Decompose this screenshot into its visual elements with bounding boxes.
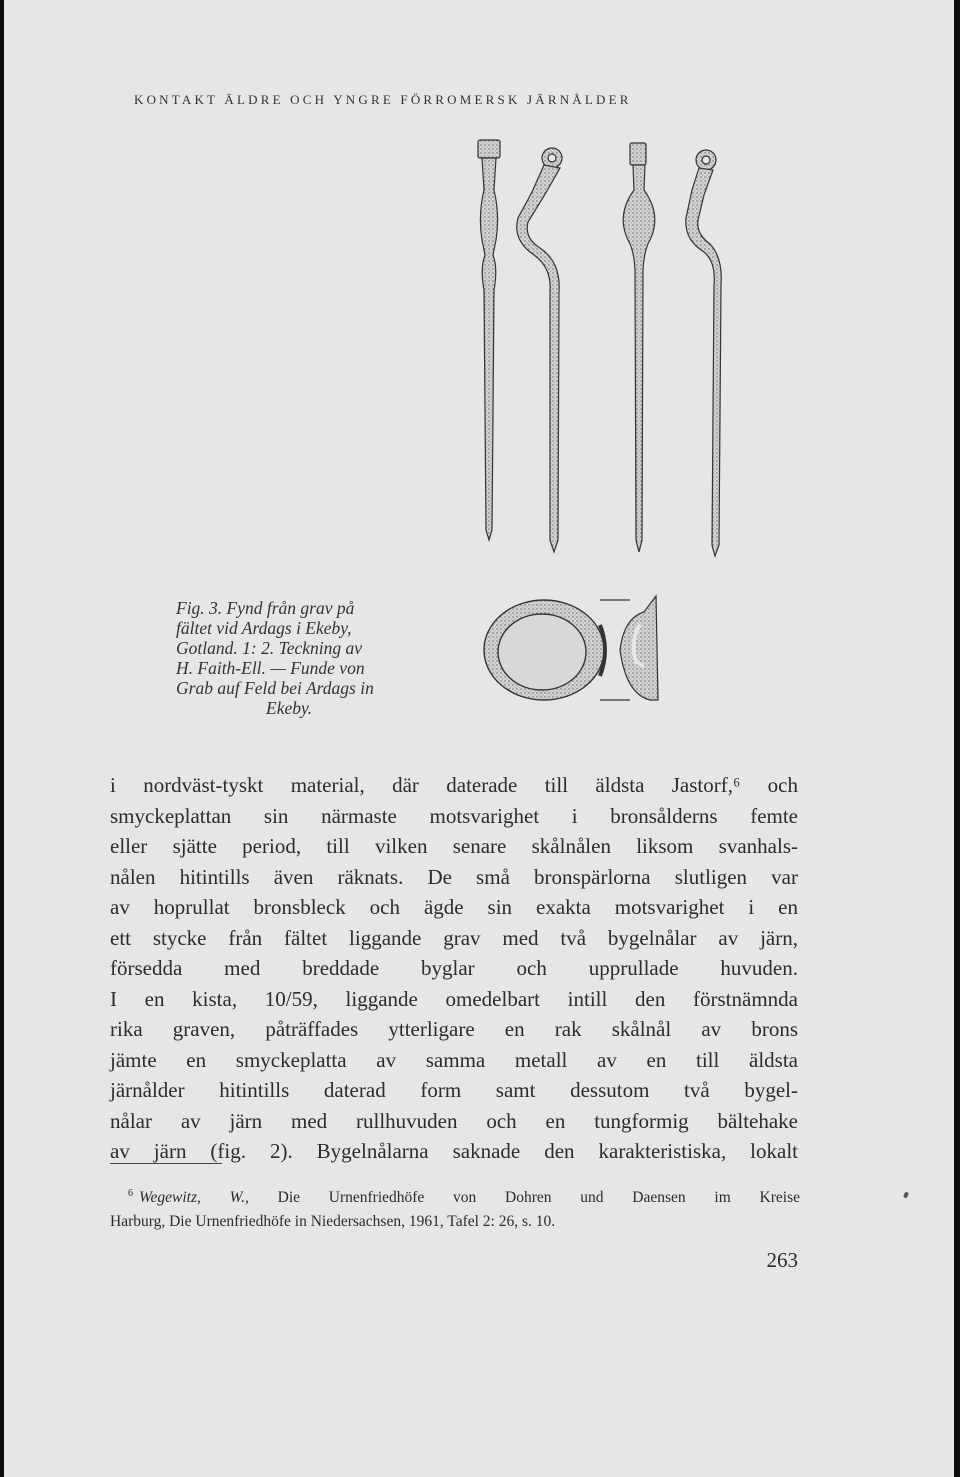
- footnote-line: [110, 1182, 800, 1210]
- body-line: ett stycke från fältet liggande grav med två bygelnålar av järn,: [110, 925, 798, 950]
- body-line: eller sjätte period, till vilken senare skålnålen liksom svanhals-: [110, 834, 798, 858]
- body-line: nålar av järn med rullhuvuden och en tungformig bältehake: [110, 1108, 798, 1133]
- swan-neck-pin-1: [517, 148, 562, 552]
- page-number: 263: [766, 1248, 798, 1272]
- body-line: jämte en smyckeplatta av samma metall av en till äldsta: [110, 1047, 798, 1072]
- footnote-line: Harburg, Die Urnenfriedhöfe in Niedersachsen, 1961, Tafel 2: 26, s. 10.: [110, 1213, 556, 1231]
- caption-line: Fig. 3. Fynd från grav på: [176, 598, 355, 618]
- straight-pin-1: [478, 140, 500, 540]
- ornament-plate-section: [600, 596, 658, 700]
- swan-neck-pin-2: [686, 150, 721, 556]
- body-line: I en kista, 10/59, liggande omedelbart intill den förstnämnda: [110, 986, 798, 1011]
- caption-line: fältet vid Ardags i Ekeby,: [176, 618, 352, 638]
- footnote: [110, 1182, 800, 1234]
- body-line: av hoprullat bronsbleck och ägde sin exakta motsvarighet i en: [110, 895, 798, 919]
- figure-caption: [176, 598, 456, 718]
- book-page: [4, 0, 954, 1477]
- body-line: av järn (fig. 2). Bygelnålarna saknade den karakteristiska, lokalt: [110, 1139, 798, 1163]
- caption-line: Gotland. 1: 2. Teckning av: [176, 638, 362, 658]
- running-header: KONTAKT ÄLDRE OCH YNGRE FÖRROMERSK JÄRNÅLDER: [134, 92, 632, 107]
- caption-line: Grab auf Feld bei Ardags in: [176, 678, 374, 698]
- body-line: i nordväst-tyskt material, där daterade till äldsta Jastorf,⁶ och: [110, 773, 798, 797]
- body-line: nålen hitintills även räknats. De små bronspärlorna slutligen var: [110, 864, 798, 889]
- footnote-number: 6: [128, 1188, 133, 1199]
- footnote-text: Die Urnenfriedhöfe von Dohren und Daensen im Kreise: [277, 1189, 800, 1207]
- footnote-rule: [110, 1163, 222, 1164]
- body-line: smyckeplattan sin närmaste motsvarighet i bronsålderns femte: [110, 803, 798, 828]
- figure-illustration: [4, 0, 954, 760]
- caption-line: Ekeby.: [266, 698, 313, 718]
- body-line: försedda med breddade byglar och upprullade huvuden.: [110, 956, 798, 980]
- bulb-pin: [623, 143, 655, 552]
- body-line: rika graven, påträffades ytterligare en rak skålnål av brons: [110, 1017, 798, 1041]
- ornament-plate-top-view: [484, 600, 605, 700]
- footnote-author: Wegewitz, W.,: [139, 1189, 249, 1207]
- caption-line: H. Faith-Ell. — Funde von: [176, 658, 365, 678]
- ink-speck: [903, 1191, 909, 1198]
- body-text: [110, 770, 798, 1167]
- body-line: järnålder hitintills daterad form samt dessutom två bygel-: [110, 1078, 798, 1102]
